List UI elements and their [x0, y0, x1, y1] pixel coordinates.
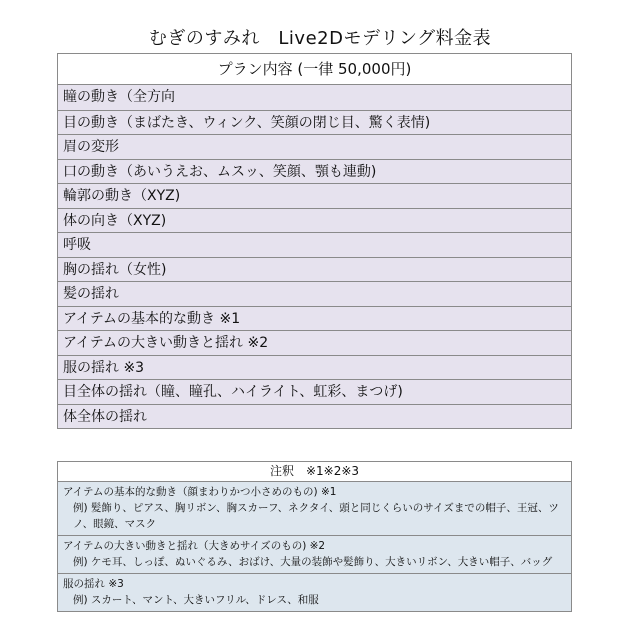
plan-row-clothes: 服の揺れ ※3 [58, 355, 571, 380]
notes-table [57, 461, 572, 612]
plan-row-mouth: 口の動き（あいうえお、ムスッ、笑顔、顎も連動) [58, 159, 571, 184]
plan-row-item-basic: アイテムの基本的な動き ※1 [58, 306, 571, 331]
plan-row-body-direction: 体の向き（XYZ) [58, 208, 571, 233]
note-title: 服の揺れ ※3 [63, 578, 124, 590]
price-table-header: プラン内容 (一律 50,000円) [58, 54, 571, 85]
plan-row-chest: 胸の揺れ（女性) [58, 257, 571, 282]
note-title: アイテムの基本的な動き（顔まわりかつ小さめのもの) ※1 [63, 486, 337, 498]
note-example: 例) ケモ耳、しっぽ、ぬいぐるみ、おばけ、大量の装飾や髪飾り、大きいリボン、大きい帽子、バッグ [73, 556, 553, 568]
plan-row-eyebrows: 眉の変形 [58, 134, 571, 159]
plan-row-hair: 髪の揺れ [58, 281, 571, 306]
note-item [58, 482, 571, 535]
note-item [58, 535, 571, 573]
plan-row-whole-eye: 目全体の揺れ（瞳、瞳孔、ハイライト、虹彩、まつげ) [58, 379, 571, 404]
note-example: 例) 髪飾り、ピアス、胸リボン、胸スカーフ、ネクタイ、頭と同じくらいのサイズまでの帽子、王冠、ツノ、眼鏡、マスク [73, 502, 559, 530]
plan-row-whole-body: 体全体の揺れ [58, 404, 571, 429]
note-title: アイテムの大きい動きと揺れ（大きめサイズのもの) ※2 [63, 540, 326, 552]
price-table [57, 53, 572, 429]
note-item [58, 573, 571, 611]
note-example: 例) スカート、マント、大きいフリル、ドレス、和服 [73, 594, 319, 606]
notes-body [58, 482, 571, 611]
plan-row-breathing: 呼吸 [58, 232, 571, 257]
price-table-body [58, 85, 571, 428]
notes-header: 注釈 ※1※2※3 [58, 462, 571, 482]
plan-row-eyes: 目の動き（まばたき、ウィンク、笑顔の閉じ目、驚く表情) [58, 110, 571, 135]
plan-row-contour: 輪郭の動き（XYZ) [58, 183, 571, 208]
plan-row-eye-movement: 瞳の動き（全方向 [58, 85, 571, 110]
page-title: むぎのすみれ Live2Dモデリング料金表 [148, 28, 492, 49]
plan-row-item-large: アイテムの大きい動きと揺れ ※2 [58, 330, 571, 355]
